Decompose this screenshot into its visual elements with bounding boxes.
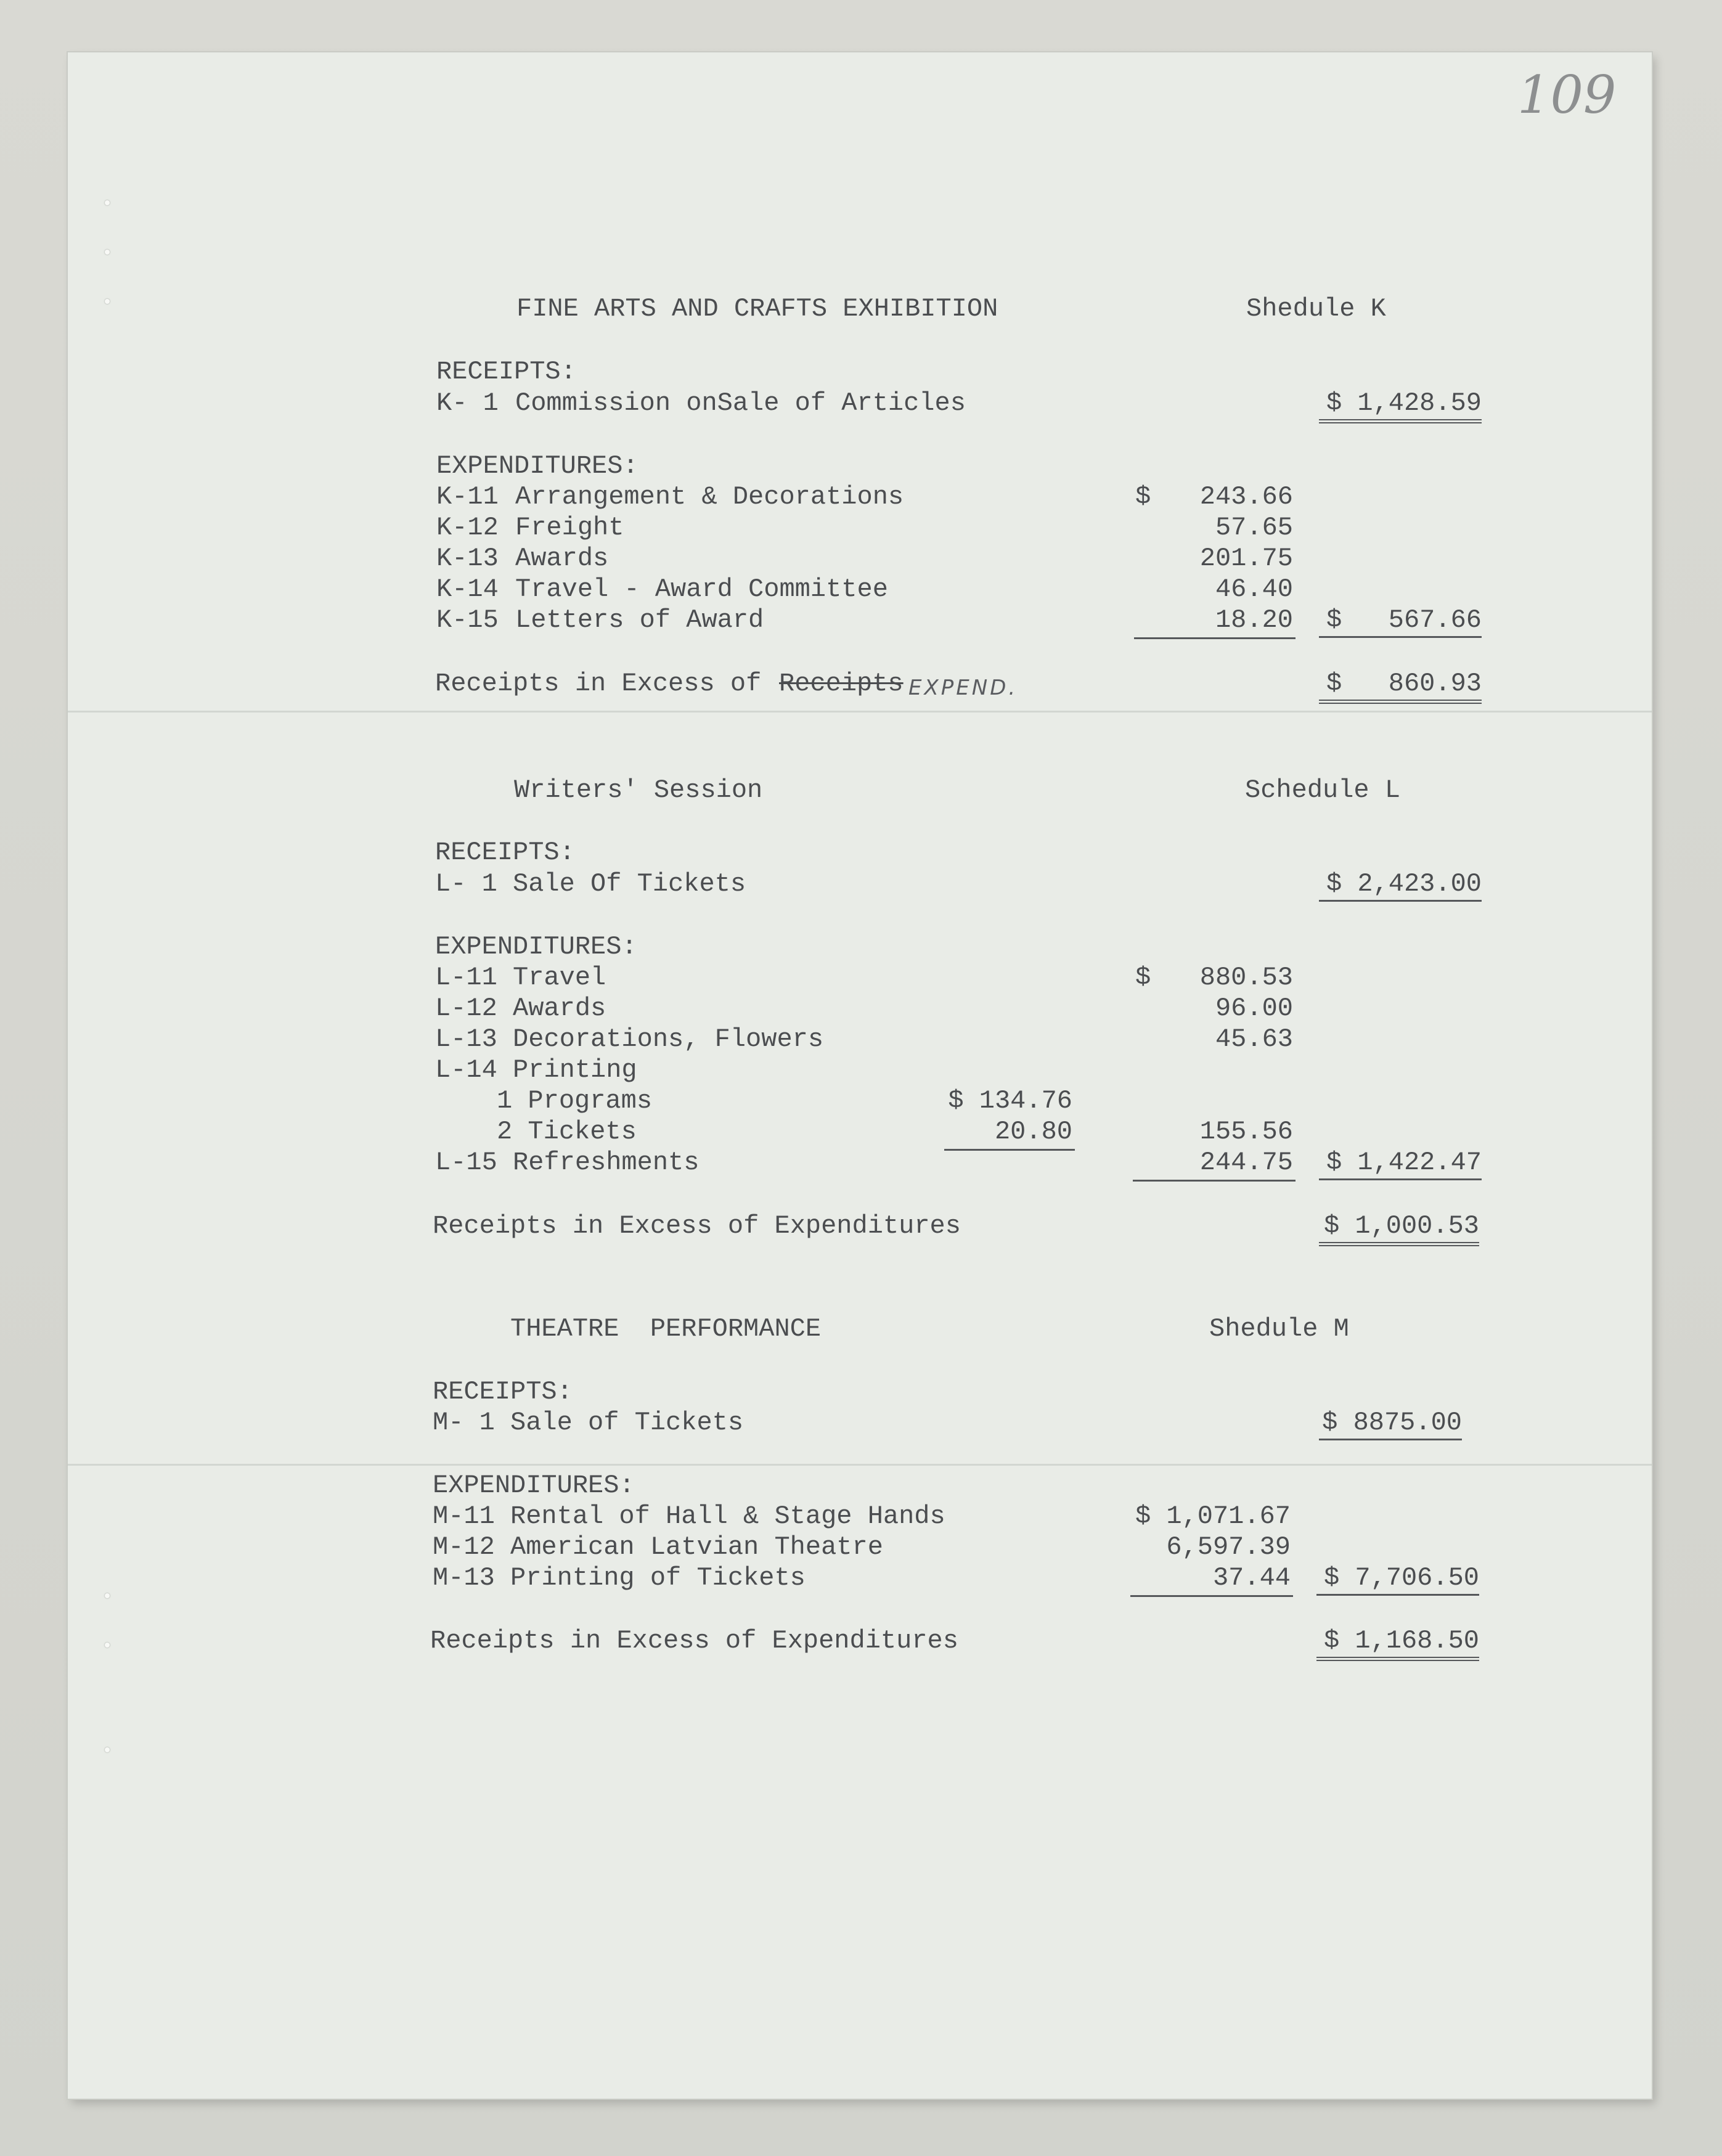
expenditures-total: $ 7,706.50: [1316, 1562, 1479, 1596]
subtotal-rule: [1134, 637, 1296, 639]
section-title: FINE ARTS AND CRAFTS EXHIBITION: [516, 294, 998, 324]
line-code: L-11: [435, 963, 497, 992]
line-description: Awards: [515, 544, 609, 573]
page-number: 109: [1517, 65, 1617, 125]
handwritten-correction: EXPEND.: [908, 676, 1018, 700]
line-code: K- 1: [436, 388, 499, 418]
receipts-total: $ 2,423.00: [1319, 868, 1482, 902]
line-description: Freight: [515, 513, 624, 542]
line-description: Letters of Award: [515, 605, 764, 635]
line-amount: 37.44: [1212, 1563, 1291, 1593]
receipts-total: $ 8875.00: [1319, 1407, 1462, 1440]
line-amount: 96.00: [1215, 994, 1293, 1023]
line-amount: 6,597.39: [1166, 1532, 1291, 1562]
line-code: K-15: [436, 605, 499, 635]
line-description: Refreshments: [513, 1148, 700, 1177]
line-amount: 155.56: [1199, 1117, 1293, 1146]
binder-hole: [105, 250, 110, 255]
net-total: $ 1,000.53: [1319, 1210, 1479, 1246]
dollar-sign: $: [1135, 963, 1151, 992]
net-total: $ 860.93: [1319, 668, 1482, 704]
receipts-heading: RECEIPTS:: [433, 1377, 573, 1407]
expenditures-heading: EXPENDITURES:: [435, 932, 637, 962]
line-code: L-14: [435, 1055, 497, 1085]
line-amount: 18.20: [1215, 605, 1293, 635]
section-title: THEATRE PERFORMANCE: [510, 1314, 822, 1344]
net-label: Receipts in Excess of Expenditures: [433, 1211, 961, 1241]
expenditures-heading: EXPENDITURES:: [433, 1471, 635, 1500]
line-description: Commission onSale of Articles: [515, 388, 966, 418]
paper-fold: [68, 1464, 1652, 1466]
line-code: K-12: [436, 513, 499, 542]
line-code: M-13: [433, 1563, 495, 1593]
sub-amount: $ 134.76: [948, 1086, 1072, 1116]
binder-hole: [105, 1643, 110, 1648]
sub-rule: [944, 1149, 1075, 1151]
line-amount: 243.66: [1199, 482, 1293, 512]
net-label: Receipts in Excess of: [435, 669, 762, 698]
line-description: Awards: [513, 994, 606, 1023]
receipts-heading: RECEIPTS:: [435, 838, 575, 867]
line-description: Decorations, Flowers: [513, 1024, 824, 1054]
line-description: Travel: [513, 963, 606, 992]
line-code: K-13: [436, 544, 499, 573]
schedule-label: Schedule L: [1245, 775, 1401, 805]
expenditures-total: $ 567.66: [1319, 604, 1482, 638]
line-code: L- 1: [435, 869, 497, 899]
line-description: Arrangement & Decorations: [515, 482, 904, 512]
section-title: Writers' Session: [514, 775, 763, 805]
line-description: Travel - Award Committee: [515, 574, 888, 604]
line-amount: 201.75: [1199, 544, 1293, 573]
line-amount: $ 1,071.67: [1135, 1501, 1291, 1531]
subtotal-rule: [1130, 1595, 1293, 1597]
expenditures-total: $ 1,422.47: [1319, 1146, 1482, 1180]
line-description: Sale Of Tickets: [513, 869, 746, 899]
document-page: [68, 52, 1652, 2099]
binder-hole: [105, 299, 110, 304]
subtotal-rule: [1133, 1180, 1296, 1182]
paper-fold: [68, 711, 1652, 713]
dollar-sign: $: [1135, 482, 1151, 512]
schedule-label: Shedule K: [1246, 294, 1386, 324]
expenditures-heading: EXPENDITURES:: [436, 451, 639, 481]
binder-hole: [105, 1747, 110, 1752]
line-description: Rental of Hall & Stage Hands: [510, 1501, 945, 1531]
sub-item: 1 Programs: [497, 1086, 653, 1116]
sub-amount: 20.80: [994, 1117, 1072, 1146]
struck-word: Receipts: [779, 669, 904, 698]
line-description: Sale of Tickets: [510, 1408, 744, 1437]
line-amount: 45.63: [1215, 1024, 1293, 1054]
line-description: Printing: [513, 1055, 637, 1085]
line-amount: 244.75: [1199, 1148, 1293, 1177]
line-code: M-11: [433, 1501, 495, 1531]
line-code: K-11: [436, 482, 499, 512]
net-total: $ 1,168.50: [1316, 1625, 1479, 1661]
line-amount: 46.40: [1215, 574, 1293, 604]
sub-item: 2 Tickets: [497, 1117, 637, 1146]
receipts-total: $ 1,428.59: [1319, 387, 1482, 423]
line-code: L-13: [435, 1024, 497, 1054]
receipts-heading: RECEIPTS:: [436, 357, 576, 386]
line-code: L-12: [435, 994, 497, 1023]
schedule-label: Shedule M: [1209, 1314, 1349, 1344]
line-code: K-14: [436, 574, 499, 604]
line-code: M-12: [433, 1532, 495, 1562]
binder-hole: [105, 1593, 110, 1598]
net-label: Receipts in Excess of Expenditures: [430, 1626, 958, 1656]
line-amount: 880.53: [1199, 963, 1293, 992]
line-code: M- 1: [433, 1408, 495, 1437]
line-code: L-15: [435, 1148, 497, 1177]
line-description: Printing of Tickets: [510, 1563, 806, 1593]
line-description: American Latvian Theatre: [510, 1532, 883, 1562]
line-amount: 57.65: [1215, 513, 1293, 542]
binder-hole: [105, 200, 110, 205]
